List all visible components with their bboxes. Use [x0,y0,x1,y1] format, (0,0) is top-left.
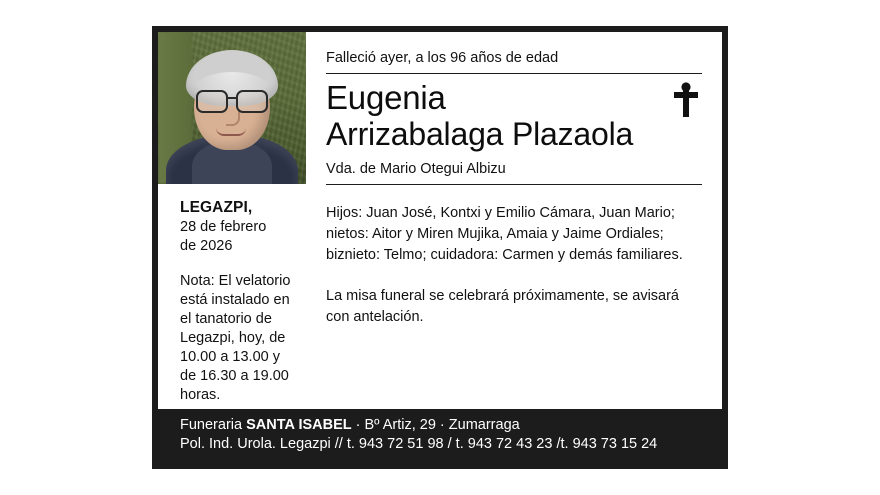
funeral-mass-note: La misa funeral se celebrará próximamente, se avisará con antelación. [326,287,679,325]
funeral-home-name: SANTA ISABEL [246,416,352,433]
portrait-photo [158,32,306,184]
footer-line-2: Pol. Ind. Urola. Legazpi // t. 943 72 51 98 / t. 943 72 43 23 /t. 943 73 15 24 [180,436,658,453]
photo-mouth [216,128,246,136]
glasses-right-lens [236,90,268,113]
notice-main-area [158,32,722,409]
left-column-text [158,184,306,413]
obituary-notice-body [158,32,722,463]
footer-suffix: · Bº Artiz, 29 · Zumarraga [351,416,520,433]
divider-middle [326,184,702,185]
deceased-last-name: Arrizabalaga Plazaola [326,115,634,152]
footer-line-1 [158,416,722,436]
date-line-2: de 2026 [180,237,233,254]
glasses-bridge [226,97,238,99]
deceased-name-block [326,80,702,153]
death-announcement-line: Falleció ayer, a los 96 años de edad [326,50,559,66]
funeral-home-footer [158,409,722,463]
glasses-icon [196,90,268,110]
date-line-1: 28 de febrero [180,218,267,235]
wake-note: Nota: El velatorio está instalado en el tanatorio de Legazpi, hoy, de 10.00 a 13.00 y de 16.30 a 19.00 horas. [180,272,291,404]
widow-of-line: Vda. de Mario Otegui Albizu [326,160,506,177]
footer-prefix: Funeraria [180,416,247,433]
divider-top [326,73,702,74]
obituary-notice-frame [152,26,728,469]
deceased-first-name: Eugenia [326,79,446,116]
christian-cross-icon [670,82,702,118]
family-members-list: Hijos: Juan José, Kontxi y Emilio Cámara, Juan Mario; nietos: Aitor y Miren Mujika, Amaia y Jaime Ordiales; biznieto: Telmo; cuidadora: Carmen y demás familiares. [326,204,683,263]
right-column [306,32,722,409]
left-column [158,32,306,409]
place-label: LEGAZPI, [180,199,253,216]
glasses-left-lens [196,90,228,113]
